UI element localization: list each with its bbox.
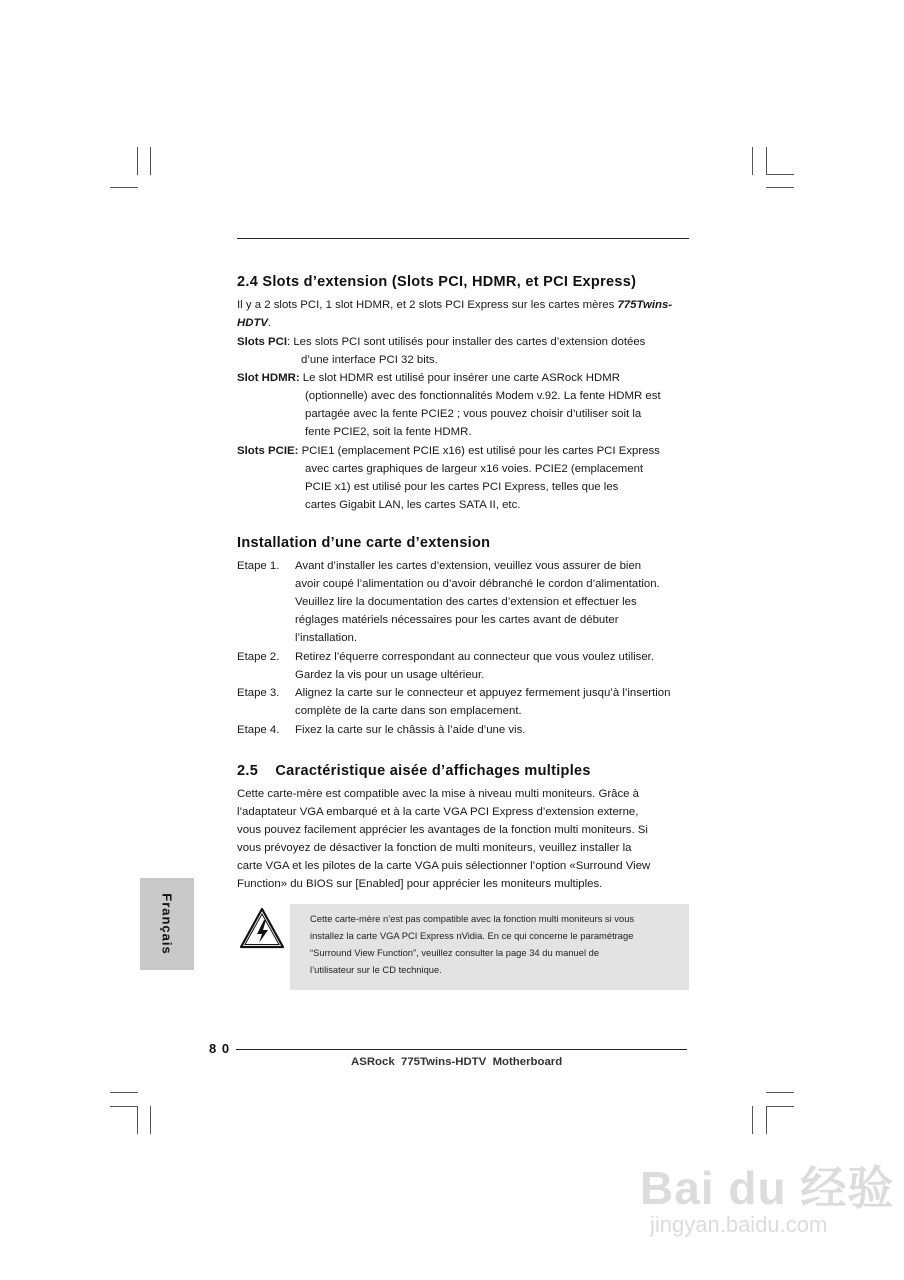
step1-line2: avoir coupé l’alimentation ou d’avoir débranché le cordon d’alimentation. <box>295 578 660 590</box>
section-2-4-intro-line1: Il y a 2 slots PCI, 1 slot HDMR, et 2 slots PCI Express sur les cartes mères 775Twins- <box>237 299 673 311</box>
section-2-5-line3: vous pouvez facilement apprécier les avantages de la fonction multi moniteurs. Si <box>237 824 648 836</box>
pcie-slot-label: Slots PCIE: <box>237 445 299 457</box>
note-line2: installez la carte VGA PCI Express nVidia. En ce qui concerne le paramétrage <box>310 930 634 941</box>
note-line1: Cette carte-mère n’est pas compatible avec la fonction multi moniteurs si vous <box>310 913 635 924</box>
watermark-url: jingyan.baidu.com <box>650 1212 828 1237</box>
section-2-4-intro-line2: HDTV. <box>237 317 272 329</box>
step2-line2: Gardez la vis pour un usage ultérieur. <box>295 669 485 681</box>
step1-label: Etape 1. <box>237 560 280 572</box>
step3-line2: complète de la carte dans son emplacement. <box>295 705 522 717</box>
pci-slot-line1: Slots PCI: Les slots PCI sont utilisés pour installer des cartes d’extension dotées <box>237 336 646 348</box>
footer-rule <box>236 1049 687 1050</box>
step3-label: Etape 3. <box>237 687 280 699</box>
step4-line1: Fixez la carte sur le châssis à l’aide d’une vis. <box>295 724 526 736</box>
footer-text: ASRock 775Twins-HDTV Motherboard <box>351 1056 563 1068</box>
warning-lightning-icon <box>239 906 285 950</box>
watermark-brand: Bai du 经验 <box>640 1162 895 1214</box>
section-2-5-line5: carte VGA et les pilotes de la carte VGA puis sélectionner l’option «Surround View <box>237 860 651 872</box>
pcie-slot-line3: PCIE x1) est utilisé pour les cartes PCI Express, telles que les <box>305 481 619 493</box>
header-rule <box>237 238 689 239</box>
hdmr-slot-line1: Slot HDMR: Le slot HDMR est utilisé pour insérer une carte ASRock HDMR <box>237 372 620 384</box>
step1-line3: Veuillez lire la documentation des cartes d’extension et effectuer les <box>295 596 637 608</box>
section-2-5-line4: vous prévoyez de désactiver la fonction de multi moniteurs, veuillez installer la <box>237 842 632 854</box>
hdmr-slot-label: Slot HDMR: <box>237 372 300 384</box>
step1-line4: réglages matériels nécessaires pour les cartes avant de débuter <box>295 614 619 626</box>
page-number: 8 0 <box>209 1041 231 1056</box>
section-2-5-line2: l’adaptateur VGA embarqué et à la carte VGA PCI Express d’extension externe, <box>237 806 639 818</box>
pcie-slot-line4: cartes Gigabit LAN, les cartes SATA II, etc. <box>305 499 521 511</box>
step3-line1: Alignez la carte sur le connecteur et appuyez fermement jusqu’à l’insertion <box>295 687 671 699</box>
section-2-5-line1: Cette carte-mère est compatible avec la mise à niveau multi moniteurs. Grâce à <box>237 788 640 800</box>
pci-slot-label: Slots PCI <box>237 336 288 348</box>
pcie-slot-line1: Slots PCIE: PCIE1 (emplacement PCIE x16) est utilisé pour les cartes PCI Express <box>237 445 660 457</box>
section-2-5-line6: Function» du BIOS sur [Enabled] pour apprécier les moniteurs multiples. <box>237 878 603 890</box>
note-box <box>290 904 689 990</box>
step2-label: Etape 2. <box>237 651 280 663</box>
install-title: Installation d’une carte d’extension <box>237 535 491 551</box>
language-side-tab-label: Français <box>159 893 175 955</box>
pci-slot-line2: d’une interface PCI 32 bits. <box>301 354 438 366</box>
pcie-slot-line2: avec cartes graphiques de largeur x16 voies. PCIE2 (emplacement <box>305 463 644 475</box>
hdmr-slot-line2: (optionnelle) avec des fonctionnalités Modem v.92. La fente HDMR est <box>305 390 661 402</box>
step1-line1: Avant d’installer les cartes d’extension, veuillez vous assurer de bien <box>295 560 642 572</box>
step2-line1: Retirez l’équerre correspondant au connecteur que vous voulez utiliser. <box>295 651 655 663</box>
note-line4: l’utilisateur sur le CD technique. <box>310 964 442 975</box>
language-side-tab <box>140 878 194 970</box>
step1-line5: l’installation. <box>295 632 358 644</box>
step4-label: Etape 4. <box>237 724 280 736</box>
section-2-5-title: 2.5 Caractéristique aisée d’affichages multiples <box>237 763 591 779</box>
hdmr-slot-line4: fente PCIE2, soit la fente HDMR. <box>305 426 472 438</box>
section-2-4-title: 2.4 Slots d’extension (Slots PCI, HDMR, et PCI Express) <box>237 274 637 290</box>
hdmr-slot-line3: partagée avec la fente PCIE2 ; vous pouvez choisir d’utiliser soit la <box>305 408 642 420</box>
note-line3: “Surround View Function”, veuillez consulter la page 34 du manuel de <box>310 947 600 958</box>
